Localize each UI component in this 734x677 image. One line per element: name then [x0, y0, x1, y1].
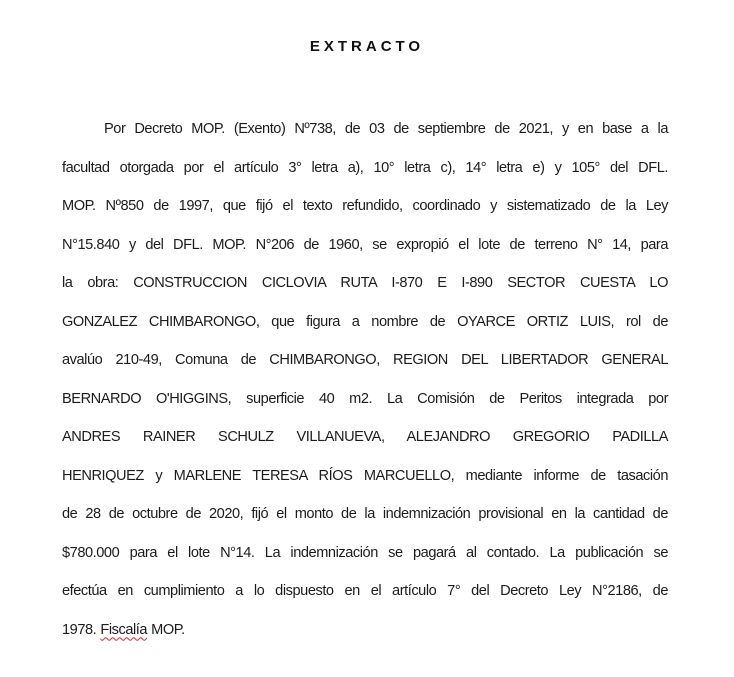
- body-line: HENRIQUEZ y MARLENE TERESA RÍOS MARCUELLO, mediante informe de tasación: [62, 467, 668, 484]
- body-line: MOP. Nº850 de 1997, que fijó el texto refundido, coordinado y sistematizado de la Ley: [62, 198, 668, 214]
- body-line: Por Decreto MOP. (Exento) Nº738, de 03 de septiembre de 2021, y en base a la: [104, 121, 668, 137]
- body-line: ANDRES RAINER SCHULZ VILLANUEVA, ALEJANDRO GREGORIO PADILLA: [62, 429, 668, 445]
- body-line: $780.000 para el lote N°14. La indemnización se pagará al contado. La publicación se: [62, 544, 668, 561]
- last-line-suffix: MOP.: [147, 621, 185, 638]
- body-line: BERNARDO O'HIGGINS, superficie 40 m2. La Comisión de Peritos integrada por: [62, 390, 668, 407]
- body-line: N°15.840 y del DFL. MOP. N°206 de 1960, se expropió el lote de terreno N° 14, para: [62, 236, 668, 253]
- document-title: EXTRACTO: [309, 38, 425, 55]
- last-line-prefix: 1978.: [62, 621, 101, 638]
- body-line: avalúo 210-49, Comuna de CHIMBARONGO, REGION DEL LIBERTADOR GENERAL: [62, 352, 668, 368]
- body-line: efectúa en cumplimiento a lo dispuesto en el artículo 7° del Decreto Ley N°2186, de: [62, 583, 668, 599]
- body-line: facultad otorgada por el artículo 3° letra a), 10° letra c), 14° letra e) y 105° del DFL.: [62, 159, 668, 176]
- body-line: la obra: CONSTRUCCION CICLOVIA RUTA I-870 E I-890 SECTOR CUESTA LO: [62, 275, 668, 291]
- spellcheck-flagged-word[interactable]: Fiscalía: [100, 621, 148, 638]
- document-body: [62, 110, 668, 649]
- body-last-line: [62, 611, 668, 650]
- body-line: de 28 de octubre de 2020, fijó el monto de la indemnización provisional en la cantidad de: [62, 506, 668, 522]
- body-line: GONZALEZ CHIMBARONGO, que figura a nombre de OYARCE ORTIZ LUIS, rol de: [62, 313, 668, 330]
